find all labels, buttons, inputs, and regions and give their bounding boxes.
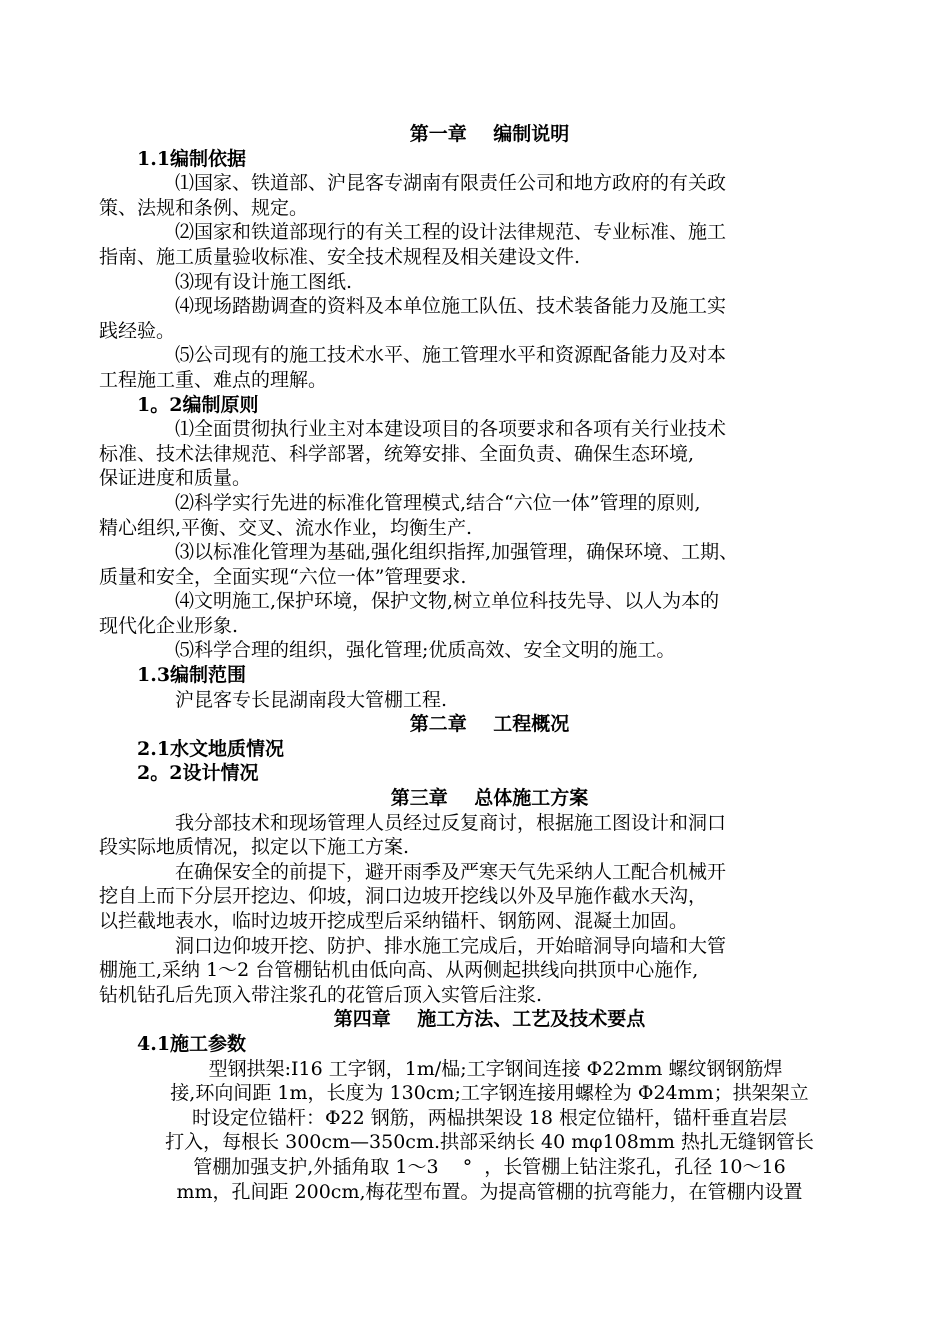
text-line: ⑷文明施工,保护环境，保护文物,树立单位科技先导、以人为本的 xyxy=(175,590,720,613)
text-line: 在确保安全的前提下，避开雨季及严寒天气先采纳人工配合机械开 xyxy=(175,860,727,883)
chapter-1-title: 第一章 编制说明 xyxy=(409,123,570,145)
text-line: 以拦截地表水，临时边坡开挖成型后采纳锚杆、钢筋网、混凝土加固。 xyxy=(99,910,689,932)
text-line: 质量和安全，全面实现“六位一体”管理要求. xyxy=(99,565,467,588)
text-line: ⑶以标准化管理为基础,强化组织指挥,加强管理，确保环境、工期、 xyxy=(175,541,739,564)
paragraph-1-1-3 xyxy=(137,270,842,295)
text-line: ⑸公司现有的施工技术水平、施工管理水平和资源配备能力及对本 xyxy=(175,344,727,367)
paragraph-1-3-1 xyxy=(137,688,842,713)
text-line: ⑴国家、铁道部、沪昆客专湖南有限责任公司和地方政府的有关政 xyxy=(175,172,727,195)
section-1-1-title: 1.1编制依据 xyxy=(137,147,247,170)
text-line: 打入，每根长 300cm—350cm.拱部采纳长 40 mφ108mm 热扎无缝钢管长 xyxy=(165,1131,814,1154)
text-line: 标准、技术法律规范、科学部署，统筹安排、全面负责、确保生态环境, xyxy=(99,442,695,465)
section-2-2-title: 2。2设计情况 xyxy=(137,762,259,785)
text-line: ⑶现有设计施工图纸. xyxy=(175,270,353,293)
section-2-1-title: 2.1水文地质情况 xyxy=(137,737,285,760)
text-line: 管棚加强支护,外插角取 1～3 ° ，长管棚上钻注浆孔，孔径 10～16 xyxy=(193,1155,786,1178)
text-line: 保证进度和质量。 xyxy=(99,467,252,490)
text-line: 棚施工,采纳 1～2 台管棚钻机由低向高、从两侧起拱线向拱顶中心施作, xyxy=(99,959,699,982)
paragraph-4-1 xyxy=(137,1057,842,1205)
text-line: 策、法规和条例、规定。 xyxy=(99,196,309,219)
section-1-3-title: 1.3编制范围 xyxy=(137,664,247,687)
text-line: 时设定位锚杆：Φ22 钢筋，两榀拱架设 18 根定位锚杆，锚杆垂直岩层 xyxy=(191,1106,788,1129)
text-line: 洞口边仰坡开挖、防护、排水施工完成后，开始暗洞导向墙和大管 xyxy=(175,934,727,957)
paragraph-3-2 xyxy=(99,860,842,934)
paragraph-1-1-5 xyxy=(99,343,842,392)
text-line: 精心组织,平衡、交叉、流水作业，均衡生产. xyxy=(99,516,473,539)
text-line: 现代化企业形象. xyxy=(99,614,239,637)
paragraph-1-1-1 xyxy=(99,171,842,220)
paragraph-1-2-3 xyxy=(99,540,842,589)
text-line: 我分部技术和现场管理人员经过反复商讨，根据施工图设计和洞口 xyxy=(175,811,727,834)
paragraph-1-1-4 xyxy=(99,294,842,343)
text-line: 接,环向间距 1m，长度为 130cm;工字钢连接用螺栓为 Φ24mm；拱架架立 xyxy=(170,1082,809,1105)
section-4-1-title: 4.1施工参数 xyxy=(137,1032,247,1055)
text-line: 沪昆客专长昆湖南段大管棚工程. xyxy=(175,688,448,711)
text-line: 段实际地质情况，拟定以下施工方案. xyxy=(99,836,410,859)
text-line: 型钢拱架:I16 工字钢，1m/榀;工字钢间连接 Φ22mm 螺纹钢钢筋焊 xyxy=(196,1057,783,1080)
paragraph-3-3 xyxy=(99,934,842,1008)
chapter-4-title: 第四章 施工方法、工艺及技术要点 xyxy=(333,1008,646,1031)
section-1-2-title: 1。2编制原则 xyxy=(137,393,259,416)
text-line: ⑴全面贯彻执行业主对本建设项目的各项要求和各项有关行业技术 xyxy=(175,418,727,441)
text-line: ⑵科学实行先进的标准化管理模式,结合“六位一体”管理的原则, xyxy=(175,491,701,514)
text-line: 钻机钻孔后先顶入带注浆孔的花管后顶入实管后注浆. xyxy=(99,983,543,1006)
text-line: 工程施工重、难点的理解。 xyxy=(99,368,328,391)
text-line: 指南、施工质量验收标准、安全技术规程及相关建设文件. xyxy=(99,245,581,268)
text-line: 挖自上而下分层开挖边、仰坡，洞口边坡开挖线以外及早施作截水天沟， xyxy=(99,885,708,908)
paragraph-1-1-2 xyxy=(99,220,842,269)
paragraph-1-2-2 xyxy=(99,491,842,540)
chapter-2-title: 第二章 工程概况 xyxy=(409,713,570,736)
paragraph-1-2-5 xyxy=(137,638,842,663)
paragraph-3-1 xyxy=(99,811,842,860)
text-line: mm，孔间距 200cm,梅花型布置。为提高管棚的抗弯能力，在管棚内设置 xyxy=(176,1180,803,1203)
paragraph-1-2-1 xyxy=(99,417,842,491)
text-line: ⑸科学合理的组织，强化管理;优质高效、安全文明的施工。 xyxy=(175,639,676,662)
chapter-3-title: 第三章 总体施工方案 xyxy=(390,787,589,810)
paragraph-1-2-4 xyxy=(99,589,842,638)
text-line: 践经验。 xyxy=(99,319,176,342)
text-line: ⑵国家和铁道部现行的有关工程的设计法律规范、专业标准、施工 xyxy=(175,221,727,244)
text-line: ⑷现场踏勘调查的资料及本单位施工队伍、技术装备能力及施工实 xyxy=(175,295,727,318)
